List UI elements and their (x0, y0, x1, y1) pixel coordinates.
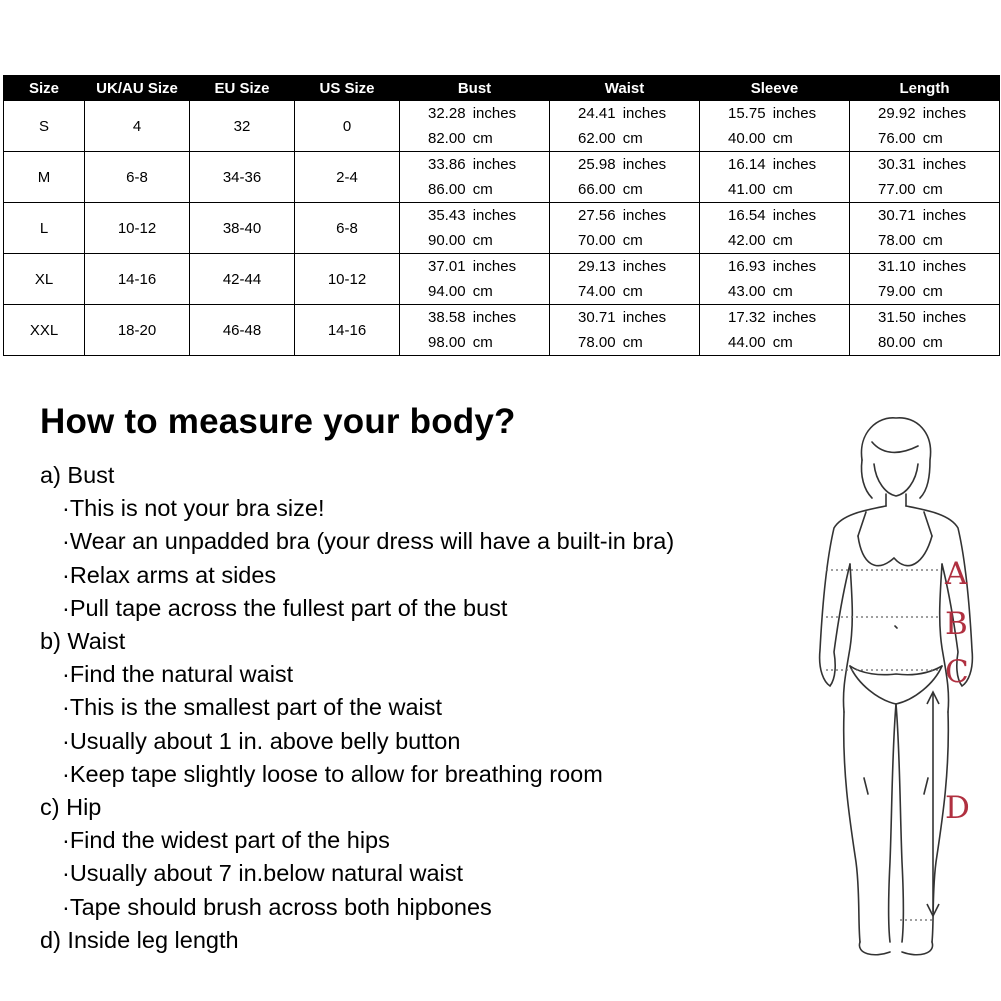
list-item: ·Find the widest part of the hips (62, 827, 390, 854)
size-cell: S (4, 101, 85, 152)
us-size-cell: 2-4 (295, 152, 400, 203)
sleeve-inches-cell: 17.32 inches (700, 305, 850, 331)
eu-size-cell: 46-48 (190, 305, 295, 356)
eu-size-cell: 38-40 (190, 203, 295, 254)
waist-inches-cell: 30.71 inches (550, 305, 700, 331)
table-row (4, 101, 1000, 127)
sleeve-cm-cell: 42.00 cm (700, 228, 850, 254)
table-header-row (4, 76, 1000, 101)
header-sleeve: Sleeve (700, 76, 850, 101)
waist-cm-cell: 62.00 cm (550, 126, 700, 152)
length-cm-cell: 76.00 cm (850, 126, 1000, 152)
table-row (4, 254, 1000, 280)
table-row (4, 203, 1000, 229)
list-item: ·Relax arms at sides (62, 561, 277, 588)
bust-inches-cell: 33.86 inches (400, 152, 550, 178)
list-item: ·Pull tape across the fullest part of the bust (62, 594, 508, 621)
guide-title: How to measure your body? (40, 402, 516, 441)
inside-leg-heading: d) Inside leg length (40, 926, 239, 953)
list-item: ·Find the natural waist (62, 661, 294, 688)
waist-heading: b) Waist (40, 628, 126, 655)
bust-inches-cell: 35.43 inches (400, 203, 550, 229)
waist-cm-cell: 74.00 cm (550, 279, 700, 305)
length-inches-cell: 31.50 inches (850, 305, 1000, 331)
uk-au-size-cell: 18-20 (85, 305, 190, 356)
bust-cm-cell: 94.00 cm (400, 279, 550, 305)
body-measurement-figure (800, 412, 1000, 972)
header-size: Size (4, 76, 85, 101)
length-cm-cell: 80.00 cm (850, 330, 1000, 356)
us-size-cell: 10-12 (295, 254, 400, 305)
measuring-instructions (40, 459, 674, 957)
sleeve-cm-cell: 44.00 cm (700, 330, 850, 356)
us-size-cell: 0 (295, 101, 400, 152)
label-b: B (945, 606, 968, 642)
bust-heading: a) Bust (40, 462, 115, 488)
label-d: D (945, 790, 970, 826)
bust-cm-cell: 98.00 cm (400, 330, 550, 356)
list-item: ·This is the smallest part of the waist (62, 694, 443, 721)
uk-au-size-cell: 10-12 (85, 203, 190, 254)
length-inches-cell: 30.71 inches (850, 203, 1000, 229)
inside-leg-arrow (927, 692, 939, 916)
list-item: ·Usually about 1 in. above belly button (62, 727, 461, 754)
hip-heading: c) Hip (40, 794, 102, 821)
uk-au-size-cell: 6-8 (85, 152, 190, 203)
bust-inches-cell: 32.28 inches (400, 101, 550, 127)
bust-cm-cell: 86.00 cm (400, 177, 550, 203)
waist-inches-cell: 24.41 inches (550, 101, 700, 127)
list-item: ·Tape should brush across both hipbones (62, 893, 492, 920)
table-row (4, 152, 1000, 178)
header-waist: Waist (550, 76, 700, 101)
length-inches-cell: 31.10 inches (850, 254, 1000, 280)
sleeve-inches-cell: 16.93 inches (700, 254, 850, 280)
length-inches-cell: 29.92 inches (850, 101, 1000, 127)
length-inches-cell: 30.31 inches (850, 152, 1000, 178)
eu-size-cell: 34-36 (190, 152, 295, 203)
waist-cm-cell: 78.00 cm (550, 330, 700, 356)
size-cell: XXL (4, 305, 85, 356)
header-us-size: US Size (295, 76, 400, 101)
size-cell: XL (4, 254, 85, 305)
length-cm-cell: 77.00 cm (850, 177, 1000, 203)
sleeve-cm-cell: 41.00 cm (700, 177, 850, 203)
header-bust: Bust (400, 76, 550, 101)
length-cm-cell: 78.00 cm (850, 228, 1000, 254)
sleeve-inches-cell: 16.54 inches (700, 203, 850, 229)
sleeve-cm-cell: 43.00 cm (700, 279, 850, 305)
list-item: ·Keep tape slightly loose to allow for breathing room (62, 760, 603, 787)
table-row (4, 305, 1000, 331)
sleeve-cm-cell: 40.00 cm (700, 126, 850, 152)
uk-au-size-cell: 14-16 (85, 254, 190, 305)
us-size-cell: 14-16 (295, 305, 400, 356)
us-size-cell: 6-8 (295, 203, 400, 254)
waist-cm-cell: 66.00 cm (550, 177, 700, 203)
header-uk-au-size: UK/AU Size (85, 76, 190, 101)
size-cell: L (4, 203, 85, 254)
bust-inches-cell: 38.58 inches (400, 305, 550, 331)
sleeve-inches-cell: 16.14 inches (700, 152, 850, 178)
uk-au-size-cell: 4 (85, 101, 190, 152)
list-item: ·Wear an unpadded bra (your dress will have a built-in bra) (62, 528, 675, 555)
eu-size-cell: 32 (190, 101, 295, 152)
length-cm-cell: 79.00 cm (850, 279, 1000, 305)
label-c: C (945, 654, 969, 690)
waist-inches-cell: 25.98 inches (550, 152, 700, 178)
bust-inches-cell: 37.01 inches (400, 254, 550, 280)
eu-size-cell: 42-44 (190, 254, 295, 305)
header-length: Length (850, 76, 1000, 101)
waist-inches-cell: 29.13 inches (550, 254, 700, 280)
size-cell: M (4, 152, 85, 203)
list-item: ·Usually about 7 in.below natural waist (62, 860, 464, 887)
label-a: A (945, 556, 968, 592)
header-eu-size: EU Size (190, 76, 295, 101)
size-chart-table (3, 75, 1000, 356)
sleeve-inches-cell: 15.75 inches (700, 101, 850, 127)
list-item: ·This is not your bra size! (62, 495, 325, 522)
waist-cm-cell: 70.00 cm (550, 228, 700, 254)
bust-cm-cell: 82.00 cm (400, 126, 550, 152)
waist-inches-cell: 27.56 inches (550, 203, 700, 229)
bust-cm-cell: 90.00 cm (400, 228, 550, 254)
